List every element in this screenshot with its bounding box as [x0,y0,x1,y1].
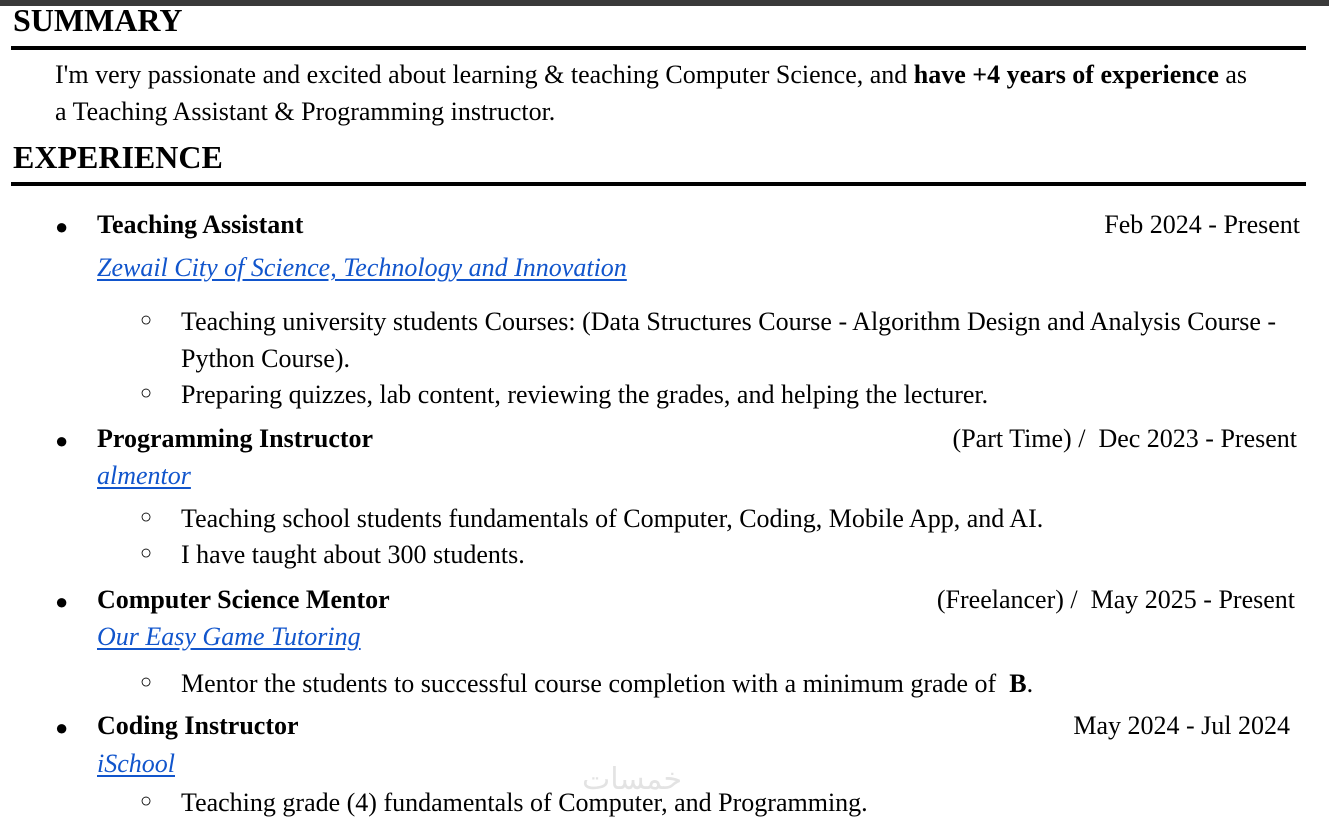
job-title: Teaching Assistant [97,210,304,239]
job-date: (Freelancer) / May 2025 - Present [936,585,1295,614]
job-item: Teaching university students Courses: (Data Structures Course - Algorithm Design and Analysis Course - Python Course). [181,307,1277,373]
job-title: Coding Instructor [97,711,299,740]
org-link[interactable]: Zewail City of Science, Technology and Innovation [97,253,627,282]
job-item-text: Mentor the students to successful course completion with a minimum grade of [181,669,1010,698]
summary-heading: SUMMARY [13,2,183,38]
summary-text-start: I'm very passionate and excited about learning & teaching Computer Science, and [55,60,914,89]
summary-text [55,56,1255,130]
org-link[interactable]: almentor [97,461,191,490]
job-date: (Part Time) / Dec 2023 - Present [952,424,1297,453]
sub-bullet-icon: ○ [140,309,153,331]
summary-text-bold: have +4 years of experience [913,60,1219,89]
bullet-icon: ● [55,715,69,740]
bullet-icon: ● [55,214,69,239]
sub-bullet-icon: ○ [140,542,153,564]
bullet-icon: ● [55,428,69,453]
sub-bullet-icon: ○ [140,671,153,693]
bullet-icon: ● [55,589,69,614]
watermark: خمسات [582,762,683,797]
job-item [181,665,1291,702]
sub-bullet-icon: ○ [140,506,153,528]
job-title: Computer Science Mentor [97,585,390,614]
summary-text-end: as a Teaching Assistant & Programming instructor. [55,60,1248,126]
job-date: May 2024 - Jul 2024 [1073,711,1290,740]
top-bar [0,0,1329,6]
experience-rule [11,182,1306,186]
experience-heading: EXPERIENCE [13,139,223,175]
org-link[interactable]: iSchool [97,749,175,778]
job-item-end: . [1026,669,1034,698]
job-title: Programming Instructor [97,424,374,453]
job-item: Preparing quizzes, lab content, reviewing the grades, and helping the lecturer. [181,380,989,409]
org-link[interactable]: Our Easy Game Tutoring [97,622,361,651]
summary-rule [11,46,1306,50]
sub-bullet-icon: ○ [140,382,153,404]
sub-bullet-icon: ○ [140,790,153,812]
job-item-grade: B [1009,669,1027,698]
job-date: Feb 2024 - Present [1104,210,1300,239]
job-item: Teaching school students fundamentals of Computer, Coding, Mobile App, and AI. [181,504,1044,533]
job-item: I have taught about 300 students. [181,540,525,569]
job-item: Teaching grade (4) fundamentals of Computer, and Programming. [181,788,868,817]
